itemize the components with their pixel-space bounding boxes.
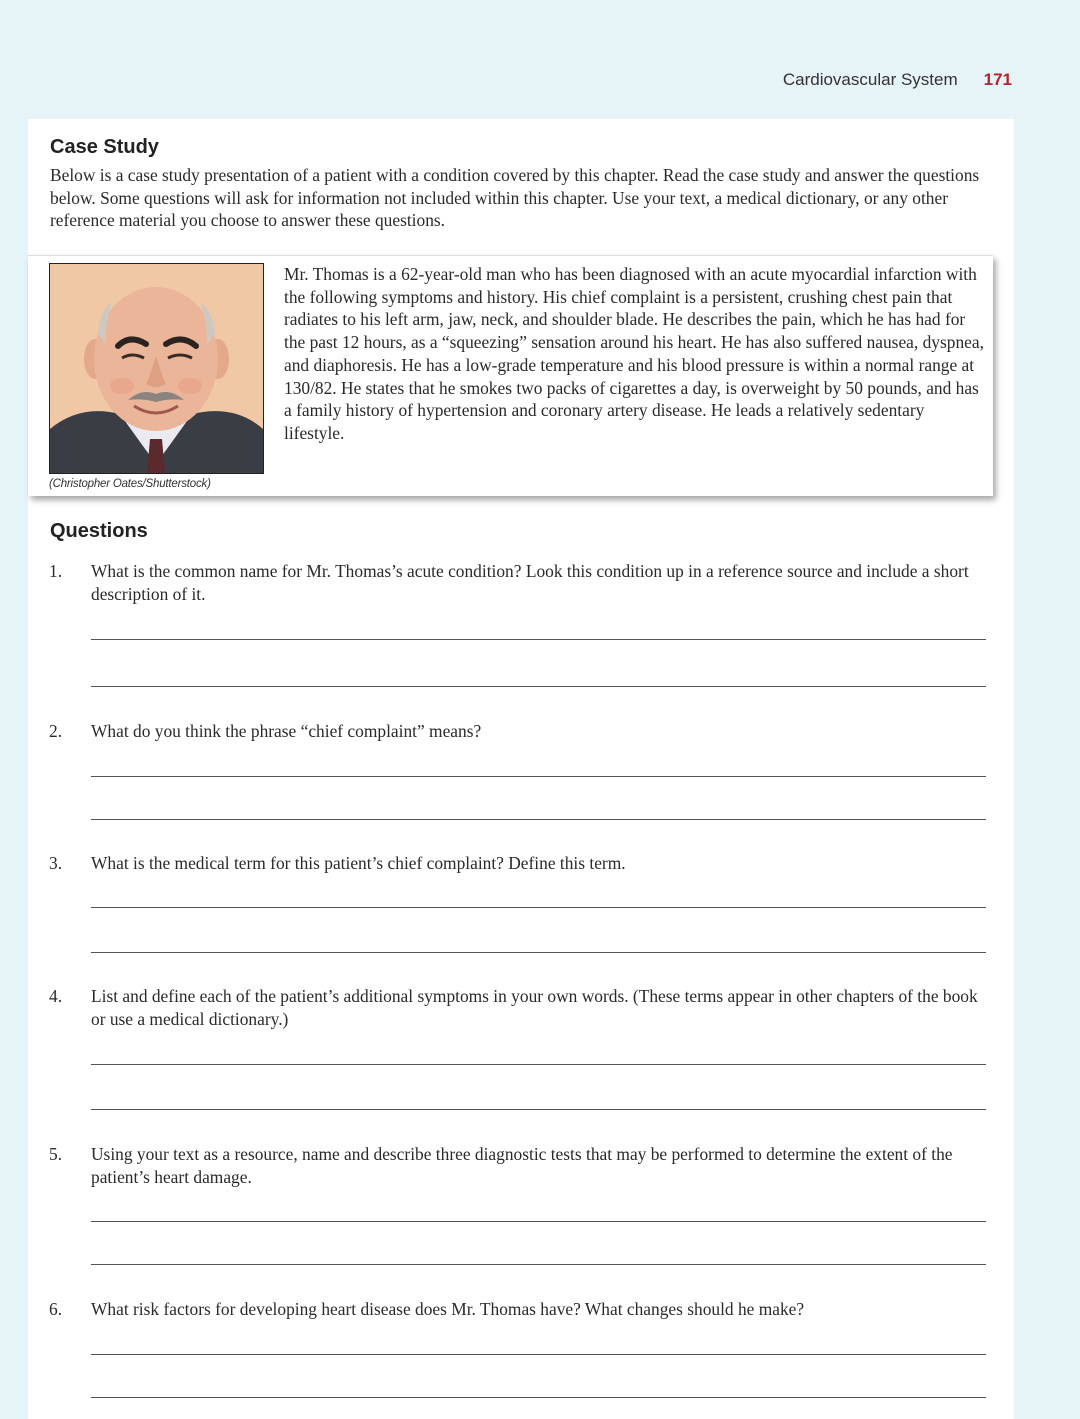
question-text: Using your text as a resource, name and describe three diagnostic tests that may be performed to determine the extent of the patient’s heart damage. xyxy=(91,1144,953,1187)
patient-photo xyxy=(49,263,264,474)
question-text: What risk factors for developing heart disease does Mr. Thomas have? What changes should he make? xyxy=(91,1299,805,1319)
answer-line[interactable] xyxy=(91,1221,986,1222)
running-head xyxy=(783,70,1012,90)
question-number: 4. xyxy=(49,986,63,1006)
page-number: 171 xyxy=(983,70,1012,89)
question-number: 1. xyxy=(49,561,63,581)
answer-line[interactable] xyxy=(91,1354,986,1355)
answer-line[interactable] xyxy=(91,639,986,640)
answer-line[interactable] xyxy=(91,686,986,687)
question-text: What is the medical term for this patient’s chief complaint? Define this term. xyxy=(91,853,626,873)
case-study-intro: Below is a case study presentation of a patient with a condition covered by this chapter. Read the case study and answer the questions below. Some questions will ask for information not included within this chapter. Use your text, a medical dictionary, or any other reference material you choose to answer these questions. xyxy=(50,165,980,231)
answer-line[interactable] xyxy=(91,776,986,777)
question-number: 5. xyxy=(49,1144,63,1164)
question-number: 2. xyxy=(49,721,63,741)
case-study-heading: Case Study xyxy=(50,136,159,158)
patient-case-text: Mr. Thomas is a 62-year-old man who has been diagnosed with an acute myocardial infarction with the following symptoms and history. His chief complaint is a persistent, crushing chest pain that radiates to his left arm, jaw, neck, and shoulder blade. He describes the pain, which he has had for the past 12 hours, as a “squeezing” sensation around his heart. He has also suffered nausea, dyspnea, and diaphoresis. He has a low-grade temperature and his blood pressure is within a normal range at 130/82. He states that he smokes two packs of cigarettes a day, is overweight by 50 pounds, and has a family history of hypertension and coronary artery disease. He leads a relatively sedentary lifestyle. xyxy=(284,264,984,443)
photo-credit: (Christopher Oates/Shutterstock) xyxy=(49,478,211,490)
question-text: List and define each of the patient’s additional symptoms in your own words. (These terms appear in other chapters of the book or use a medical dictionary.) xyxy=(91,986,978,1029)
case-presentation-box xyxy=(28,255,993,496)
question-number: 6. xyxy=(49,1299,63,1319)
question-text: What is the common name for Mr. Thomas’s acute condition? Look this condition up in a reference source and include a short description of it. xyxy=(91,561,969,604)
answer-line[interactable] xyxy=(91,1264,986,1265)
answer-line[interactable] xyxy=(91,1064,986,1065)
answer-line[interactable] xyxy=(91,952,986,953)
page-panel xyxy=(28,119,1014,1419)
answer-line[interactable] xyxy=(91,819,986,820)
question-number: 3. xyxy=(49,853,63,873)
chapter-title: Cardiovascular System xyxy=(782,70,958,89)
answer-line[interactable] xyxy=(91,1109,986,1110)
answer-line[interactable] xyxy=(91,1397,986,1398)
answer-line[interactable] xyxy=(91,907,986,908)
question-text: What do you think the phrase “chief complaint” means? xyxy=(91,721,482,741)
questions-heading: Questions xyxy=(50,520,148,542)
